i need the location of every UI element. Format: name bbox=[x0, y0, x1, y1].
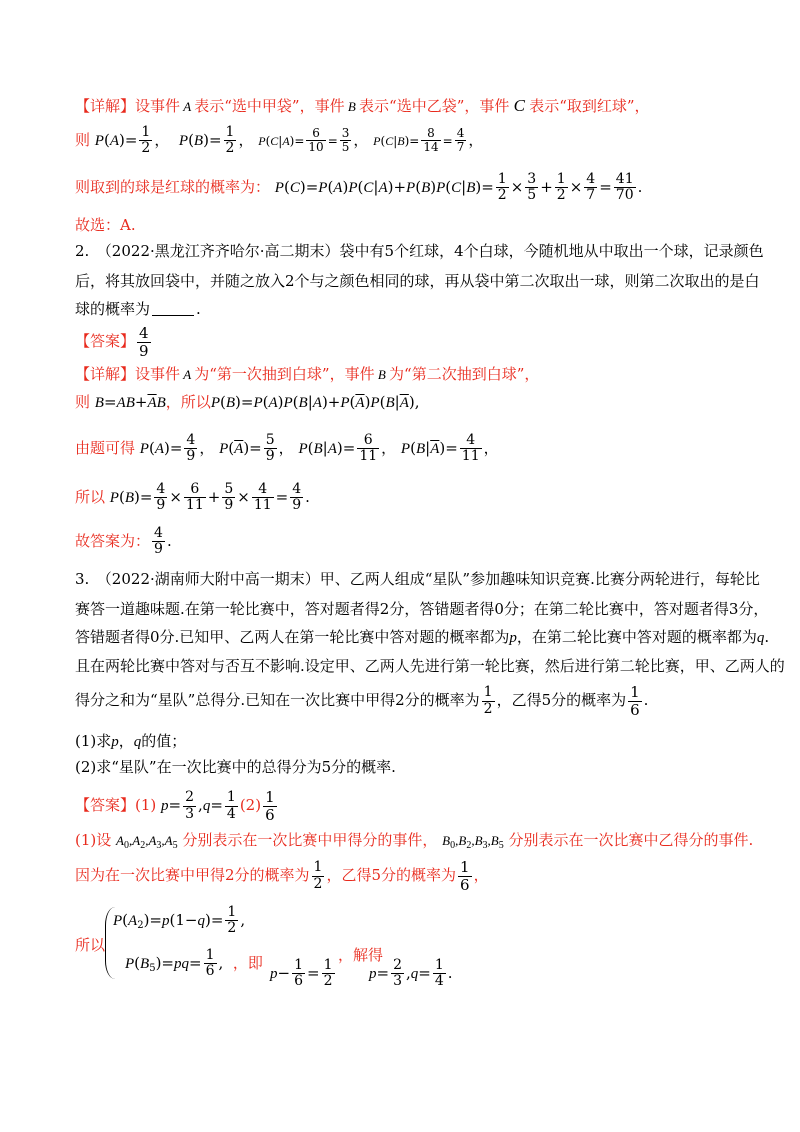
q2-detail-line-5: 故答案为： $\frac{4}{9}$ . bbox=[75, 525, 172, 558]
q2-detail-line-2: 则 $B=AB+\overline{A}B$，所以$P(B)=P(A)P(B|A)+P(\overline{A})P(B|\overline{A})$, bbox=[75, 393, 420, 411]
detail-line-1: 【详解】设事件 A 表示“选中甲袋”，事件 B 表示“选中乙袋”，事件 C 表示“取到红球”， bbox=[75, 96, 650, 115]
q3-stem-line-5: 得分之和为“星队”总得分.已知在一次比赛中甲得2分的概率为 $\frac{1}{2}$ ，乙得5分的概率为 $\frac{1}{6}$ . bbox=[75, 683, 649, 719]
q3-answer: 【答案】(1) p= $\frac{2}{3}$ ,q= $\frac{1}{4}$ (2) $\frac{1}{6}$ bbox=[75, 788, 275, 824]
q2-stem-line-3: 球的概率为 . bbox=[75, 300, 201, 318]
q2-detail-line-1: 【详解】设事件 A 为“第一次抽到白球”，事件 B 为“第二次抽到白球”， bbox=[75, 365, 540, 383]
q3-eq-bottom: $P(B_5)=pq=$ $\frac{1}{6}$ , ，即 bbox=[125, 947, 263, 980]
q3-eq-result: p= $\frac{2}{3}$ ,q= $\frac{1}{4}$ . bbox=[369, 957, 453, 990]
q3-explain-line-1: (1)设 $A_0,A_2,A_3,A_5$ 分别表示在一次比赛中甲得分的事件， $B_0,B_2,B_3,B_5$ 分别表示在一次比赛中乙得分的事件. bbox=[75, 831, 754, 851]
q2-detail-line-4: 所以 P(B)= $\frac{4}{9}$ × $\frac{6}{11}$ + $\frac{5}{9}$ × $\frac{4}{11}$ = $\frac{4}{9}$ . bbox=[75, 481, 310, 514]
q3-sub-2: (2)求“星队”在一次比赛中的总得分为5分的概率. bbox=[75, 758, 396, 776]
detail-line-4: 故选：A. bbox=[75, 216, 136, 234]
q3-stem-line-1: 3. （2022·湖南师大附中高一期末）甲、乙两人组成“星队”参加趣味知识竞赛.比赛分两轮进行，每轮比 bbox=[75, 570, 760, 588]
q3-stem-line-2: 赛答一道趣味题.在第一轮比赛中，答对题者得2分，答错题者得0分；在第二轮比赛中，答对题者得3分， bbox=[75, 600, 769, 618]
q2-detail-line-3: 由题可得 P(A)= $\frac{4}{9}$ ， $P(\overline{A})=$ $\frac{5}{9}$ ， P(B|A)= $\frac{6}{11}$ ， $P(B|\overline{A})=$ $\frac{4}{11}$ ， bbox=[75, 432, 499, 465]
answer-blank bbox=[152, 315, 194, 316]
q3-so-label: 所以 bbox=[75, 936, 106, 954]
q3-explain-line-2: 因为在一次比赛中甲得2分的概率为 $\frac{1}{2}$ ，乙得5分的概率为 $\frac{1}{6}$ ， bbox=[75, 858, 489, 894]
q2-stem-line-2: 后，将其放回袋中，并随之放入2个与之颜色相同的球，再从袋中第二次取出一球，则第二次取出的是白 bbox=[75, 272, 760, 290]
q3-stem-line-3: 答错题者得0分.已知甲、乙两人在第一轮比赛中答对题的概率都为p，在第二轮比赛中答对题的概率都为q. bbox=[75, 628, 770, 646]
q3-eq-then: p− $\frac{1}{6}$ = $\frac{1}{2}$ bbox=[270, 957, 333, 990]
q3-sub-1: (1)求p，q的值； bbox=[75, 732, 187, 750]
q3-stem-line-4: 且在两轮比赛中答对与否互不影响.设定甲、乙两人先进行第一轮比赛，然后进行第二轮比赛，甲、乙两人的 bbox=[75, 657, 785, 675]
q2-stem-line-1: 2. （2022·黑龙江齐齐哈尔·高二期末）袋中有5个红球，4个白球，今随机地从中取出一个球，记录颜色 bbox=[75, 242, 764, 260]
q3-eq-solve: ，解得 bbox=[338, 946, 384, 964]
q3-eq-top: $P(A_2)=p(1-q)=$ $\frac{1}{2}$ , bbox=[113, 904, 246, 937]
q2-answer: 【答案】 $\frac{4}{9}$ bbox=[75, 324, 149, 360]
detail-line-2: 则 P(A)= $\frac{1}{2}$ ， P(B)= $\frac{1}{2}$ ， P(C|A)= $\frac{6}{10}$ = $\frac{3}{5}$ ， P(C|B)= $\frac{8}{14}$ = $\frac{4}{7}$ ， bbox=[75, 124, 484, 157]
detail-line-3: 则取到的球是红球的概率为： P(C)=P(A)P(C|A)+P(B)P(C|B)= $\frac{1}{2}$ × $\frac{3}{5}$ + $\frac{1}{2}$ × $\frac{4}{7}$ = $\frac{41}{70}$ . bbox=[75, 171, 643, 204]
